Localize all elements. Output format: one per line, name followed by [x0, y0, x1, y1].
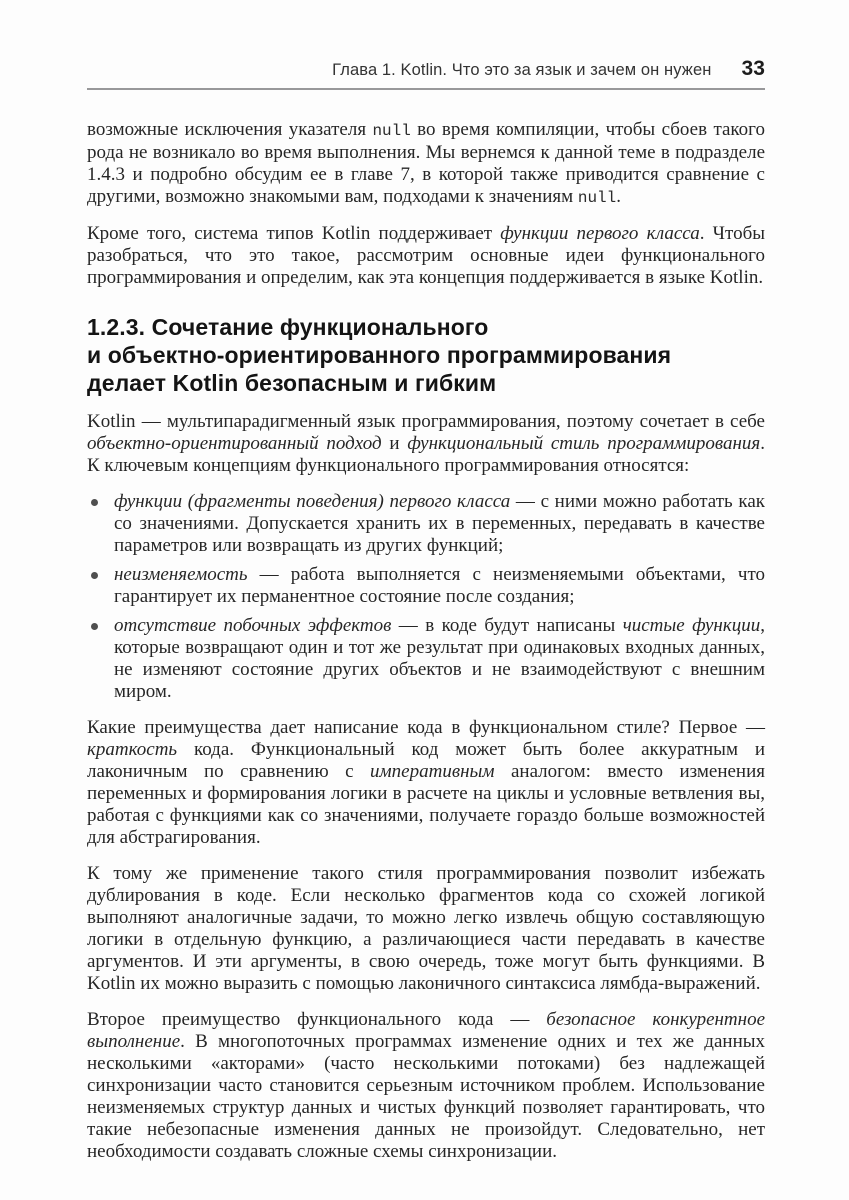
- bullet-icon: [91, 499, 98, 506]
- italic-text-run: неизменяемость: [114, 564, 248, 585]
- text-run: кода. Функциональный код может быть более аккуратным и лаконичным по сравнению с: [87, 739, 765, 782]
- section-heading-line: делает Kotlin безопасным и гибким: [87, 370, 497, 396]
- page-number: 33: [741, 57, 765, 80]
- text-run: , которые возвращают один и тот же результат при одинаковых входных данных, не изменяют состояние других объектов и не взаимодействуют с внешним миром.: [114, 615, 765, 702]
- italic-text-run: краткость: [87, 739, 178, 760]
- text-run: . В многопоточных программах изменение одних и тех же данных несколькими «акторами» (часто несколькими потоками) без надлежащей синхронизации часто становится серьезным источником проблем. Использование неизменяемых структур данных и чистых функций позволяет гарантировать, что такие небезопасные изменения данных не произойдут. Следовательно, нет необходимости создавать сложные схемы синхронизации.: [87, 1031, 765, 1162]
- text-run: и: [381, 433, 408, 454]
- paragraph: [87, 223, 765, 289]
- bullet-list-item: [87, 615, 765, 703]
- text-run: аналогом: вместо изменения переменных и формирования логики в расчете на циклы и условные ветвления вы, работая с функциями как со значениями, получаете гораздо больше возможностей для абстрагирования.: [87, 761, 765, 848]
- bullet-list-item: [87, 564, 765, 608]
- italic-text-run: императивным: [370, 761, 495, 782]
- text-run: — с ними можно работать как со значениями. Допускается хранить их в переменных, передавать в качестве параметров или возвращать из других функций;: [114, 491, 765, 556]
- paragraph: [87, 863, 765, 995]
- bullet-item-text: [114, 564, 765, 607]
- text-run: Второе преимущество функционального кода —: [87, 1009, 547, 1030]
- header-divider: [87, 88, 765, 90]
- bullet-list: [87, 491, 765, 703]
- bullet-list-item: [87, 491, 765, 557]
- text-run: во время компиляции, чтобы сбоев такого рода не возникало во время выполнения. Мы вернемся к данной теме в подразделе 1.4.3 и подробно обсудим ее в главе 7, в которой также приводится сравнение с другими, возможно знакомыми вам, подходами к значениям: [87, 119, 765, 207]
- page-body: [87, 119, 765, 1163]
- italic-text-run: отсутствие побочных эффектов: [114, 615, 392, 636]
- code-text-run: null: [577, 189, 617, 207]
- italic-text-run: безопасное конкурентное выполнение: [87, 1009, 766, 1052]
- bullet-icon: [91, 572, 98, 579]
- bullet-item-text: [114, 491, 765, 556]
- italic-text-run: чистые функции: [622, 615, 761, 636]
- running-header: [87, 57, 765, 81]
- bullet-item-text: [114, 615, 765, 702]
- code-text-run: null: [372, 122, 411, 140]
- italic-text-run: объектно-ориентированный подход: [87, 433, 382, 454]
- text-run: К тому же применение такого стиля программирования позволит избежать дублирования в коде. Если несколько фрагментов кода со схожей логикой выполняют аналогичные задачи, то можно легко извлечь общую составляющую логики в отдельную функцию, а различающиеся части передавать в качестве аргументов. И эти аргументы, в свою очередь, тоже могут быть функциями. В Kotlin их можно выразить с помощью лаконичного синтаксиса лямбда-выражений.: [87, 863, 765, 994]
- section-heading: [87, 313, 765, 397]
- italic-text-run: функциональный стиль программирования: [407, 433, 761, 454]
- text-run: — в коде будут написаны: [391, 615, 623, 636]
- bullet-icon: [91, 623, 98, 630]
- paragraph: [87, 411, 765, 477]
- paragraph: [87, 119, 765, 209]
- italic-text-run: функции первого класса: [500, 223, 700, 244]
- text-run: возможные исключения указателя: [87, 119, 373, 140]
- paragraph: [87, 1009, 765, 1163]
- paragraph: [87, 717, 765, 849]
- text-run: Kotlin — мультипарадигменный язык программирования, поэтому сочетает в себе: [87, 411, 765, 432]
- text-run: — работа выполняется с неизменяемыми объектами, что гарантирует их перманентное состояние после создания;: [114, 564, 765, 607]
- text-run: Какие преимущества дает написание кода в функциональном стиле? Первое —: [87, 717, 765, 738]
- section-heading-line: и объектно-ориентированного программирования: [87, 342, 672, 368]
- section-heading-line: 1.2.3. Сочетание функционального: [87, 314, 489, 340]
- italic-text-run: функции (фрагменты поведения) первого класса: [114, 491, 511, 512]
- text-run: .: [616, 186, 621, 207]
- text-run: . Чтобы разобраться, что это такое, рассмотрим основные идеи функционального программирования и определим, как эта концепция поддерживается в языке Kotlin.: [87, 223, 766, 288]
- chapter-title: Глава 1. Kotlin. Что это за язык и зачем он нужен: [332, 61, 712, 79]
- text-run: Кроме того, система типов Kotlin поддерживает: [87, 223, 501, 244]
- text-run: . К ключевым концепциям функционального программирования относятся:: [87, 433, 765, 476]
